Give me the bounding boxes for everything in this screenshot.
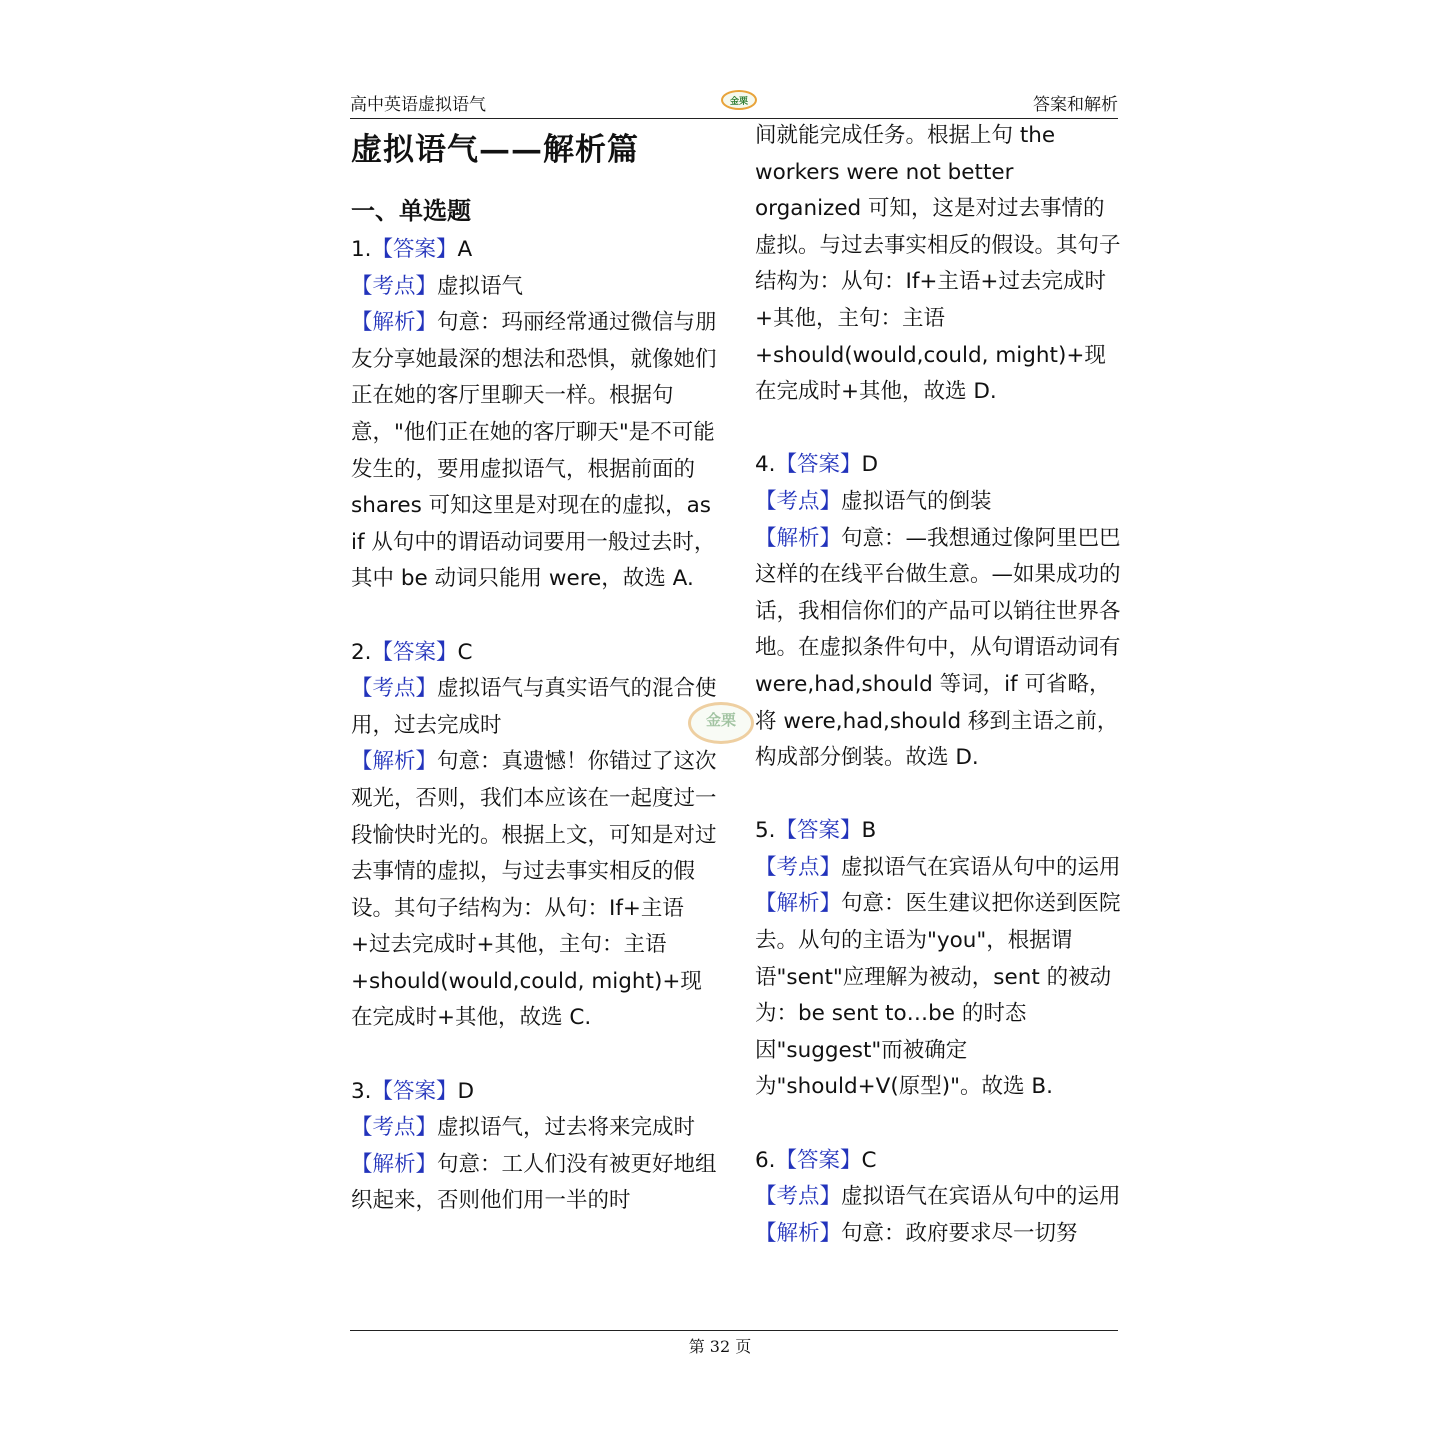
answer-value: C xyxy=(457,639,473,665)
question-item xyxy=(755,447,1125,776)
analysis-label: 【解析】 xyxy=(755,1220,842,1246)
answer-label: 【答案】 xyxy=(371,237,458,262)
question-item xyxy=(351,232,721,598)
point-label: 【考点】 xyxy=(755,854,842,880)
point-text: 虚拟语气，过去将来完成时 xyxy=(437,1115,696,1141)
point-text: 虚拟语气的倒装 xyxy=(841,488,992,514)
point-label: 【考点】 xyxy=(351,676,438,702)
answer-value: B xyxy=(861,818,877,844)
left-column xyxy=(351,118,721,1220)
question-number: 2. xyxy=(351,639,372,665)
point-text: 虚拟语气与真实语气的混合使用，过去完成时 xyxy=(351,676,717,738)
analysis-text: 句意：—我想通过像阿里巴巴这样的在线平台做生意。—如果成功的话，我相信你们的产品可以销往世界各地。在虚拟条件句中，从句谓语动词有 were,had,should 等词，if 可省略，将 were,had,should 移到主语之前，构成部分倒装。故选 D. xyxy=(755,525,1121,771)
analysis-label: 【解析】 xyxy=(351,749,438,775)
point-label: 【考点】 xyxy=(351,1115,438,1141)
answer-label: 【答案】 xyxy=(775,1147,862,1173)
question-number: 6. xyxy=(755,1147,776,1173)
page-header xyxy=(350,84,1118,119)
point-label: 【考点】 xyxy=(351,273,438,299)
point-text: 虚拟语气在宾语从句中的运用 xyxy=(841,854,1121,880)
analysis-text: 句意：真遗憾！你错过了这次观光，否则，我们本应该在一起度过一段愉快时光的。根据上文，可知是对过去事情的虚拟，与过去事实相反的假设。其句子结构为：从句：If+主语+过去完成时+其他，主句：主语+should(would,could, might)+现在完成时+其他，故选 C. xyxy=(351,749,717,1031)
continued-analysis: 间就能完成任务。根据上句 the workers were not better organized 可知，这是对过去事情的虚拟。与过去事实相反的假设。其句子结构为：从句：If+主语+过去完成时+其他，主句：主语+should(would,could, might)+现在完成时+其他，故选 D. xyxy=(755,123,1121,405)
analysis-text: 句意：玛丽经常通过微信与朋友分享她最深的想法和恐惧，就像她们正在她的客厅里聊天一样。根据句意，"他们正在她的客厅聊天"是不可能发生的，要用虚拟语气，根据前面的 shares 可知这里是对现在的虚拟，as if 从句中的谓语动词要用一般过去时，其中 be 动词只能用 were，故选 A. xyxy=(351,310,717,592)
analysis-label: 【解析】 xyxy=(351,1151,438,1177)
header-section: 答案和解析 xyxy=(1033,95,1118,115)
question-item xyxy=(351,635,721,1038)
point-label: 【考点】 xyxy=(755,488,842,514)
analysis-text: 句意：工人们没有被更好地组织起来，否则他们用一半的时 xyxy=(351,1151,717,1214)
watermark-logo-icon: 金栗 xyxy=(688,702,754,744)
question-number: 1. xyxy=(351,237,372,262)
answer-label: 【答案】 xyxy=(371,1078,458,1104)
point-text: 虚拟语气在宾语从句中的运用 xyxy=(841,1184,1121,1210)
answer-value: A xyxy=(457,237,473,262)
right-column xyxy=(755,118,1125,1252)
analysis-text: 句意：医生建议把你送到医院去。从句的主语为"you"，根据谓语"sent"应理解为被动，sent 的被动为：be sent to…be 的时态因"suggest"而被确定为"should+V(原型)"。故选 B. xyxy=(755,891,1121,1100)
answer-value: D xyxy=(861,452,879,478)
brand-logo-icon: 金栗 xyxy=(721,90,757,110)
answer-label: 【答案】 xyxy=(371,639,458,665)
point-label: 【考点】 xyxy=(755,1184,842,1210)
footer-divider xyxy=(350,1330,1118,1331)
document-title: 虚拟语气——解析篇 xyxy=(351,132,639,168)
answer-value: C xyxy=(861,1147,877,1173)
question-number: 5. xyxy=(755,818,776,844)
question-item xyxy=(351,1074,721,1220)
question-number: 4. xyxy=(755,452,776,478)
analysis-text: 句意：政府要求尽一切努 xyxy=(841,1220,1078,1246)
analysis-label: 【解析】 xyxy=(351,310,438,336)
analysis-label: 【解析】 xyxy=(755,525,842,551)
answer-label: 【答案】 xyxy=(775,452,862,478)
point-text: 虚拟语气 xyxy=(437,273,524,299)
analysis-label: 【解析】 xyxy=(755,891,842,917)
answer-label: 【答案】 xyxy=(775,818,862,844)
answer-value: D xyxy=(457,1078,475,1104)
question-item xyxy=(755,813,1125,1106)
header-title: 高中英语虚拟语气 xyxy=(350,95,486,115)
question-number: 3. xyxy=(351,1078,372,1104)
question-item xyxy=(755,1143,1125,1253)
section-title: 一、单选题 xyxy=(351,197,471,225)
page-number: 第 32 页 xyxy=(688,1337,752,1356)
